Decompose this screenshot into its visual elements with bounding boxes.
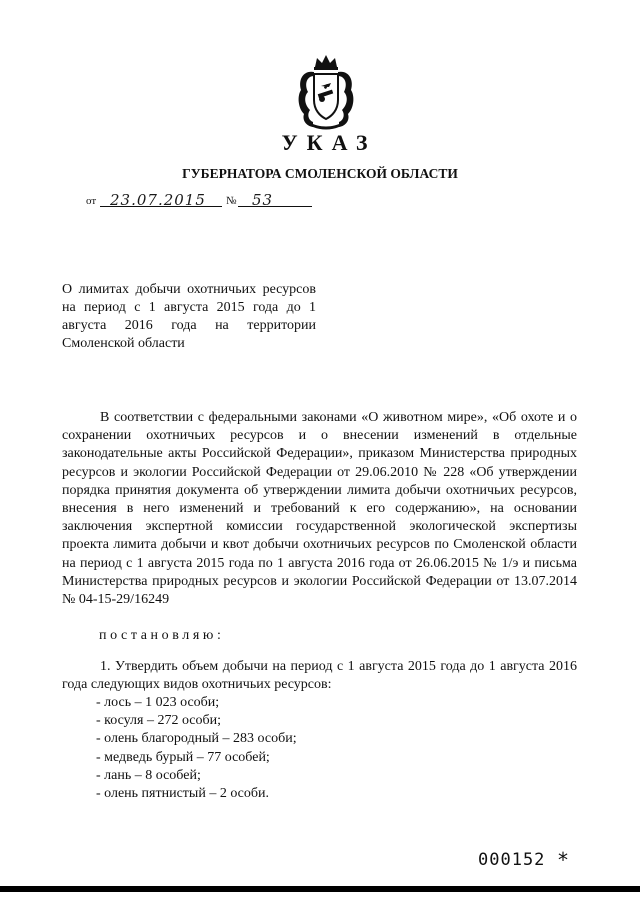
- list-item: - лань – 8 особей;: [96, 767, 201, 783]
- number-prefix: №: [226, 195, 237, 207]
- preamble-paragraph: В соответствии с федеральными законами «О животном мире», «Об охоте и о сохранении охотничьих ресурсов и о внесении изменений в отдельные законодательные акты Российской Федерации», приказом Министерства природных ресурсов и экологии Российской Федерации от 29.06.2010 № 228 «Об утверждении порядка принятия документа об утверждении лимита добычи охотничьих ресурсов, внесения в него изменений и требований к его содержанию», на основании заключения экспертной комиссии государственной экологической экспертизы проекта лимита добычи и квот добычи охотничьих ресурсов по Смоленской области на период с 1 августа 2015 года по 1 августа 2016 года от 26.06.2015 № 1/э и письма Министерства природных ресурсов и экологии Российской Федерации от 13.07.2014 № 04-15-29/16249: [62, 410, 577, 608]
- list-item: - медведь бурый – 77 особей;: [96, 749, 270, 765]
- number-line: [238, 188, 312, 207]
- decree-date: 23.07.2015: [110, 191, 206, 209]
- coat-of-arms-icon: [295, 52, 357, 130]
- species-list: [96, 694, 297, 803]
- decree-meta: [86, 188, 326, 210]
- decree-number: 53: [252, 191, 274, 209]
- list-item: - косуля – 272 особи;: [96, 713, 222, 729]
- serial-mark: *: [558, 848, 568, 872]
- decree-title: УКАЗ: [281, 130, 377, 155]
- list-item: - олень благородный – 283 особи;: [96, 731, 297, 747]
- resolve-word: постановляю:: [99, 628, 225, 643]
- list-item: - лось – 1 023 особи;: [96, 695, 220, 710]
- list-item: - олень пятнистый – 2 особи.: [96, 786, 269, 802]
- decree-subject: О лимитах добычи охотничьих ресурсов на период с 1 августа 2015 года до 1 августа 2016 года на территории Смоленской области: [62, 282, 316, 351]
- document-serial-number: 000152: [478, 850, 546, 870]
- decree-issuer: ГУБЕРНАТОРА СМОЛЕНСКОЙ ОБЛАСТИ: [182, 166, 458, 181]
- clause-1: 1. Утвердить объем добычи на период с 1 августа 2015 года до 1 августа 2016 года следующих видов охотничьих ресурсов:: [62, 659, 577, 693]
- date-prefix: от: [86, 195, 97, 207]
- bottom-rule: [0, 886, 640, 892]
